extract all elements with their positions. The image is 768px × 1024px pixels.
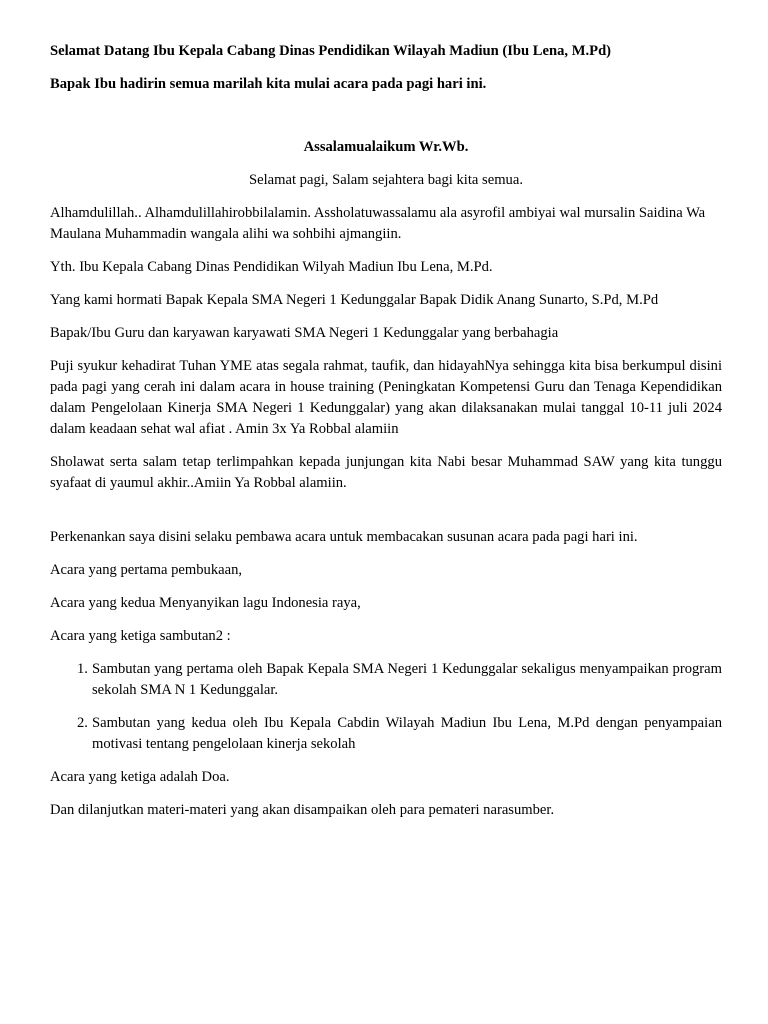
agenda-item-opening: Acara yang pertama pembukaan,: [50, 562, 243, 578]
yth-line: Yth. Ibu Kepala Cabang Dinas Pendidikan Wilyah Madiun Ibu Lena, M.Pd.: [50, 259, 493, 275]
speech-list: [50, 659, 722, 755]
agenda-item-speeches: Acara yang ketiga sambutan2 :: [50, 628, 231, 644]
alhamdulillah-paragraph: Alhamdulillah.. Alhamdulillahirobbilalamin. Assholatuwassalamu ala asyrofil ambiyai wal mursalin Saidina Wa Maulana Muhammadin wangala alihi wa sohbihi ajmangiin.: [50, 205, 706, 242]
gratitude-paragraph: Puji syukur kehadirat Tuhan YME atas segala rahmat, taufik, dan hidayahNya sehingga kita bisa berkumpul disini pada pagi yang cerah ini dalam acara in house training (Peningkatan Kompetensi Guru dan Tenaga Kependidikan dalam Pengelolaan Kinerja SMA Negeri 1 Kedunggalar) yang akan dilaksanakan mulai tanggal 10-11 juli 2024 dalam keadaan sehat wal afiat . Amin 3x Ya Robbal alamiin: [50, 358, 722, 437]
greeting-line: Selamat pagi, Salam sejahtera bagi kita semua.: [249, 172, 523, 188]
teachers-line: Bapak/Ibu Guru dan karyawan karyawati SMA Negeri 1 Kedunggalar yang berbahagia: [50, 325, 559, 341]
list-item: [50, 659, 722, 701]
welcome-line: Selamat Datang Ibu Kepala Cabang Dinas Pendidikan Wilayah Madiun (Ibu Lena, M.Pd): [50, 43, 612, 59]
list-number: 1.: [77, 661, 88, 677]
respected-line: Yang kami hormati Bapak Kepala SMA Negeri 1 Kedunggalar Bapak Didik Anang Sunarto, S.Pd, M.Pd: [50, 292, 659, 308]
opening-invite: Bapak Ibu hadirin semua marilah kita mulai acara pada pagi hari ini.: [50, 76, 487, 92]
list-number: 2.: [77, 715, 88, 731]
agenda-item-anthem: Acara yang kedua Menyanyikan lagu Indonesia raya,: [50, 595, 361, 611]
agenda-intro: Perkenankan saya disini selaku pembawa acara untuk membacakan susunan acara pada pagi hari ini.: [50, 529, 638, 545]
list-item-text: Sambutan yang pertama oleh Bapak Kepala SMA Negeri 1 Kedunggalar sekaligus menyampaikan program sekolah SMA N 1 Kedunggalar.: [92, 661, 722, 698]
salam-heading: Assalamualaikum Wr.Wb.: [303, 139, 469, 155]
agenda-item-doa: Acara yang ketiga adalah Doa.: [50, 769, 230, 785]
list-item: [50, 713, 722, 755]
document-page: [50, 41, 722, 833]
sholawat-paragraph: Sholawat serta salam tetap terlimpahkan kepada junjungan kita Nabi besar Muhammad SAW yang kita tunggu syafaat di yaumul akhir..Amiin Ya Robbal alamiin.: [50, 454, 722, 491]
list-item-text: Sambutan yang kedua oleh Ibu Kepala Cabdin Wilayah Madiun Ibu Lena, M.Pd dengan penyampaian motivasi tentang pengelolaan kinerja sekolah: [92, 715, 722, 752]
closing-line: Dan dilanjutkan materi-materi yang akan disampaikan oleh para pemateri narasumber.: [50, 802, 555, 818]
